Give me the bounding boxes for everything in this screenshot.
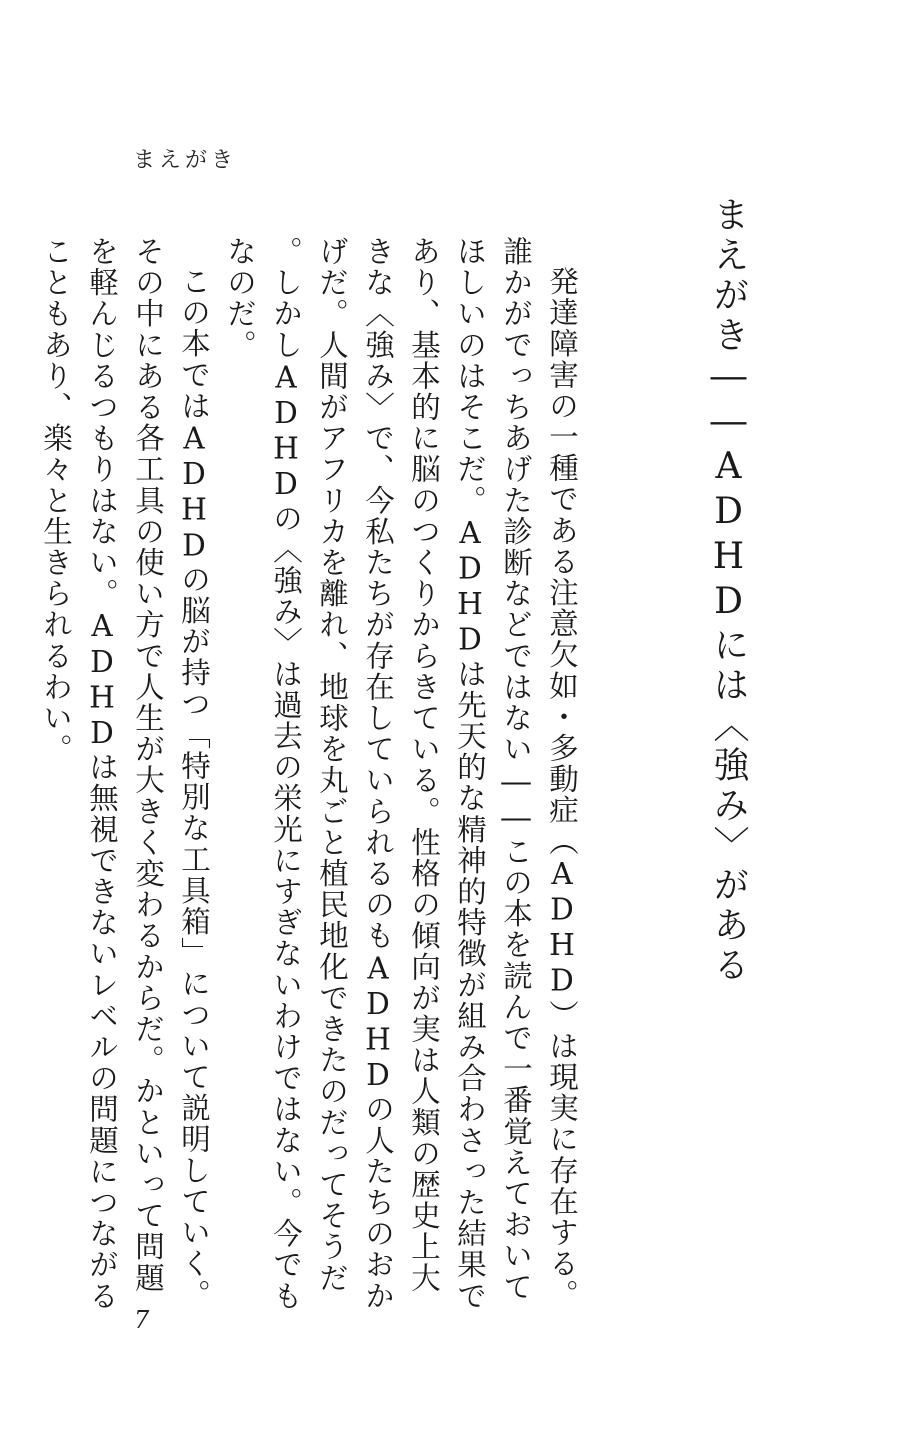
running-head: まえがき [133,148,238,173]
chapter-title: まえがき――ADHDには〈強み〉がある [708,196,749,986]
paragraph-1: 発達障害の一種である注意欠如・多動症（ADHD）は現実に存在する。誰かがでっちあげた診断などではない――この本を読んで一番覚えておいてほしいのはそこだ。ADHDは先天的な精神的特徴が組み合わさった結果であり、基本的に脳のつくりからきている。性格の傾向が実は人類の歴史上大きな〈強み〉で、今私たちが存在していられるのもADHDの人たちのおかげだ。人間がアフリカを離れ、地球を丸ごと植民地化できたのだってそうだ。しかしADHDの〈強み〉は過去の栄光にすぎないわけではない。今でもなのだ。 [223,236,579,1312]
body-text [39,236,585,1316]
paragraph-2: この本ではADHDの脳が持つ「特別な工具箱」について説明していく。その中にある各工具の使い方で人生が大きく変わるからだ。かといって問題を軽んじるつもりはない。ADHDは無視できないレベルの問題につながることもあり、楽々と生きられるわい。 [39,236,211,1312]
page-number: 7 [134,1306,150,1334]
